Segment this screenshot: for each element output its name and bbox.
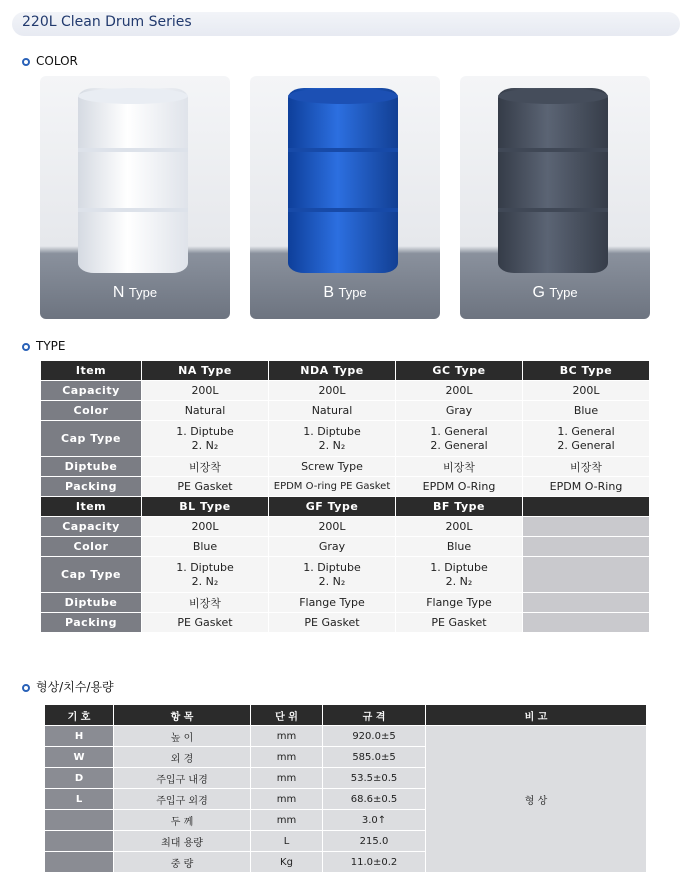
table-cell: 53.5±0.5	[323, 768, 426, 789]
table-cell: 920.0±5	[323, 726, 426, 747]
symbol-cell: D	[45, 768, 114, 789]
page-title: 220L Clean Drum Series	[22, 14, 192, 30]
empty-cell	[523, 537, 650, 557]
card-label-b: B Type	[323, 284, 367, 301]
table-cell: mm	[251, 726, 323, 747]
table-cell: Natural	[269, 401, 396, 421]
color-heading-text: COLOR	[36, 54, 78, 68]
table-cell: Blue	[523, 401, 650, 421]
table-row	[41, 593, 650, 613]
table-cell: Gray	[269, 537, 396, 557]
table-row	[41, 497, 650, 517]
column-header: 기 호	[45, 705, 114, 726]
row-label: Diptube	[41, 457, 142, 477]
table-cell: 200L	[396, 517, 523, 537]
table-cell: 11.0±0.2	[323, 852, 426, 873]
table-cell: 200L	[396, 381, 523, 401]
empty-cell	[523, 593, 650, 613]
row-label: Color	[41, 537, 142, 557]
table-cell: 215.0	[323, 831, 426, 852]
table-cell: 3.0↑	[323, 810, 426, 831]
type-name: GC Type	[396, 361, 523, 381]
table-cell: 최대 용량	[114, 831, 251, 852]
empty-cell	[523, 497, 650, 517]
bullet-icon	[22, 684, 30, 692]
table-cell: 1. General 2. General	[523, 421, 650, 457]
table-cell: 200L	[142, 517, 269, 537]
table-cell: 높 이	[114, 726, 251, 747]
drum-image-n	[78, 88, 188, 273]
remark-cell: 형 상	[426, 726, 647, 873]
symbol-cell: H	[45, 726, 114, 747]
table-cell: PE Gasket	[142, 477, 269, 497]
table-cell: 200L	[142, 381, 269, 401]
table-cell: 1. Diptube 2. N₂	[142, 421, 269, 457]
table-cell: L	[251, 831, 323, 852]
column-header: 규 격	[323, 705, 426, 726]
row-label: Item	[41, 497, 142, 517]
table-row	[41, 421, 650, 457]
table-row	[41, 517, 650, 537]
table-cell: EPDM O-Ring	[523, 477, 650, 497]
table-cell: Blue	[396, 537, 523, 557]
row-label: Packing	[41, 613, 142, 633]
table-row	[41, 537, 650, 557]
row-label: Item	[41, 361, 142, 381]
table-cell: mm	[251, 789, 323, 810]
type-name: NDA Type	[269, 361, 396, 381]
table-cell: EPDM O-ring PE Gasket	[269, 477, 396, 497]
color-card-b	[250, 76, 440, 319]
bullet-icon	[22, 58, 30, 66]
table-cell: Flange Type	[396, 593, 523, 613]
table-cell: mm	[251, 810, 323, 831]
type-name: BL Type	[142, 497, 269, 517]
table-cell: 585.0±5	[323, 747, 426, 768]
table-cell: Screw Type	[269, 457, 396, 477]
table-cell: 200L	[269, 381, 396, 401]
table-cell: 1. Diptube 2. N₂	[396, 557, 523, 593]
table-cell: 주입구 내경	[114, 768, 251, 789]
type-name: NA Type	[142, 361, 269, 381]
table-cell: PE Gasket	[396, 613, 523, 633]
row-label: Capacity	[41, 517, 142, 537]
table-cell: 1. General 2. General	[396, 421, 523, 457]
title-bar	[12, 12, 680, 36]
table-cell: Flange Type	[269, 593, 396, 613]
table-row	[41, 557, 650, 593]
drum-image-g	[498, 88, 608, 273]
table-cell: PE Gasket	[269, 613, 396, 633]
table-cell: 1. Diptube 2. N₂	[142, 557, 269, 593]
table-cell: 200L	[523, 381, 650, 401]
table-row	[41, 361, 650, 381]
table-row	[41, 477, 650, 497]
row-label: Cap Type	[41, 421, 142, 457]
spec-section-heading	[22, 678, 114, 695]
empty-cell	[523, 557, 650, 593]
spec-heading-text: 형상/치수/용량	[36, 680, 114, 694]
table-cell: 두 께	[114, 810, 251, 831]
symbol-cell: W	[45, 747, 114, 768]
table-cell: PE Gasket	[142, 613, 269, 633]
symbol-cell	[45, 831, 114, 852]
table-row	[41, 401, 650, 421]
table-row	[45, 726, 647, 747]
table-cell: 비장착	[523, 457, 650, 477]
type-name: BF Type	[396, 497, 523, 517]
type-name: BC Type	[523, 361, 650, 381]
color-card-g	[460, 76, 650, 319]
type-heading-text: TYPE	[36, 339, 66, 353]
row-label: Color	[41, 401, 142, 421]
table-cell: 1. Diptube 2. N₂	[269, 557, 396, 593]
type-table	[40, 360, 650, 633]
table-row	[41, 457, 650, 477]
row-label: Diptube	[41, 593, 142, 613]
table-cell: 68.6±0.5	[323, 789, 426, 810]
table-cell: Blue	[142, 537, 269, 557]
table-cell: 비장착	[142, 457, 269, 477]
table-cell: 1. Diptube 2. N₂	[269, 421, 396, 457]
symbol-cell: L	[45, 789, 114, 810]
type-section-heading	[22, 339, 65, 353]
column-header: 단 위	[251, 705, 323, 726]
table-cell: Kg	[251, 852, 323, 873]
column-header: 항 목	[114, 705, 251, 726]
symbol-cell	[45, 852, 114, 873]
table-cell: 200L	[269, 517, 396, 537]
table-cell: 비장착	[142, 593, 269, 613]
empty-cell	[523, 517, 650, 537]
color-card-n	[40, 76, 230, 319]
table-cell: 외 경	[114, 747, 251, 768]
table-cell: EPDM O-Ring	[396, 477, 523, 497]
table-cell: mm	[251, 747, 323, 768]
row-label: Capacity	[41, 381, 142, 401]
table-row	[41, 613, 650, 633]
spec-table	[44, 704, 647, 873]
bullet-icon	[22, 343, 30, 351]
empty-cell	[523, 613, 650, 633]
table-cell: 중 량	[114, 852, 251, 873]
type-name: GF Type	[269, 497, 396, 517]
table-row	[41, 381, 650, 401]
table-cell: mm	[251, 768, 323, 789]
row-label: Packing	[41, 477, 142, 497]
table-cell: 주입구 외경	[114, 789, 251, 810]
drum-image-b	[288, 88, 398, 273]
table-row	[45, 705, 647, 726]
table-cell: Natural	[142, 401, 269, 421]
symbol-cell	[45, 810, 114, 831]
card-label-g: G Type	[532, 284, 578, 301]
column-header: 비 고	[426, 705, 647, 726]
row-label: Cap Type	[41, 557, 142, 593]
table-cell: Gray	[396, 401, 523, 421]
card-label-n: N Type	[112, 284, 158, 301]
color-section-heading	[22, 54, 78, 68]
table-cell: 비장착	[396, 457, 523, 477]
